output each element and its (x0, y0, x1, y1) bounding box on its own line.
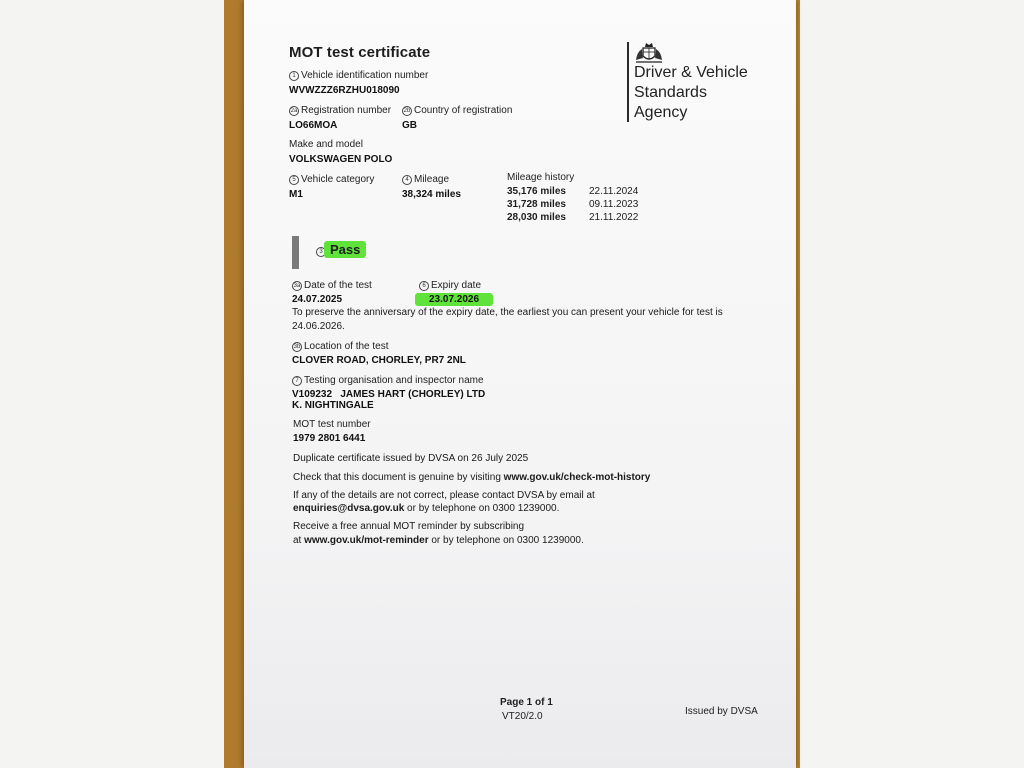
vin-label: 1 Vehicle identification number (289, 70, 428, 81)
agency-line3: Agency (634, 104, 688, 121)
organisation-value: V109232 JAMES HART (CHORLEY) LTD (292, 389, 486, 400)
field-number-icon: 7 (292, 376, 302, 386)
reminder-note-line1: Receive a free annual MOT reminder by subscribing (293, 521, 525, 532)
history-date: 21.11.2022 (589, 212, 639, 223)
inspector-name: K. NIGHTINGALE (292, 400, 374, 411)
mileage-history-row (507, 212, 638, 223)
anniversary-note-line1: To preserve the anniversary of the expiry date, the earliest you can present your vehicle for test is (292, 307, 723, 318)
issued-by: Issued by DVSA (685, 706, 758, 717)
history-date: 09.11.2023 (589, 199, 639, 210)
history-miles: 28,030 miles (507, 212, 566, 223)
form-code: VT20/2.0 (502, 711, 543, 722)
category-label: 5 Vehicle category (289, 174, 374, 185)
certificate-paper (244, 0, 796, 768)
agency-name (634, 63, 748, 123)
location-label: 3b Location of the test (293, 341, 389, 352)
anniversary-note-line2: 24.06.2026. (292, 321, 345, 332)
history-miles: 31,728 miles (507, 199, 566, 210)
contact-note-line2: enquiries@dvsa.gov.uk or by telephone on 0300 1239000. (293, 503, 560, 514)
field-number-icon: 3a (293, 283, 301, 289)
registration-value: LO66MOA (289, 120, 338, 131)
history-miles: 35,176 miles (507, 186, 566, 197)
pass-highlight: Pass (324, 241, 366, 258)
reminder-note-line2: at www.gov.uk/mot-reminder or by telephone on 0300 1239000. (293, 535, 584, 546)
duplicate-note: Duplicate certificate issued by DVSA on 26 July 2025 (293, 453, 529, 464)
result-pass (316, 242, 366, 257)
expiry-value (419, 294, 493, 305)
country-label: 2b Country of registration (403, 105, 513, 116)
mileage-value: 38,324 miles (402, 189, 461, 200)
mileage-history-list (507, 184, 638, 223)
make-model-value: VOLKSWAGEN POLO (289, 154, 393, 165)
logo-divider (627, 42, 629, 122)
field-number-icon: 3b (293, 344, 301, 350)
certificate-title: MOT test certificate (289, 44, 431, 61)
history-date: 22.11.2024 (589, 186, 639, 197)
registration-label: 2a Registration number (290, 105, 392, 116)
check-note: Check that this document is genuine by visiting www.gov.uk/check-mot-history (293, 472, 651, 483)
test-number-label: MOT test number (293, 419, 371, 430)
result-marker-bar (292, 236, 299, 269)
mileage-history-row (507, 199, 638, 210)
country-value: GB (402, 120, 417, 131)
mileage-history-label: Mileage history (507, 172, 575, 183)
expiry-highlight: 23.07.2026 (415, 293, 493, 306)
check-mot-history-link[interactable]: www.gov.uk/check-mot-history (503, 472, 651, 483)
field-number-icon: 4 (402, 175, 412, 185)
organisation-label: 7 Testing organisation and inspector name (292, 375, 484, 386)
test-number-value: 1979 2801 6441 (293, 433, 366, 444)
mileage-label: 4 Mileage (402, 174, 449, 185)
field-number-icon: 6 (419, 281, 429, 291)
field-number-icon: 3 (316, 247, 326, 257)
field-number-icon: 2b (403, 108, 411, 114)
test-date-label: 3a Date of the test (293, 280, 372, 291)
vin-value: WVWZZZ6RZHU018090 (289, 85, 400, 96)
mileage-history-row (507, 186, 638, 197)
mot-reminder-link[interactable]: www.gov.uk/mot-reminder (304, 535, 429, 546)
field-number-icon: 1 (289, 71, 299, 81)
test-date-value: 24.07.2025 (292, 294, 343, 305)
agency-line2: Standards (634, 84, 707, 101)
contact-note-line1: If any of the details are not correct, please contact DVSA by email at (293, 490, 595, 501)
page-number: Page 1 of 1 (500, 697, 553, 708)
field-number-icon: 2a (290, 108, 298, 114)
field-number-icon: 5 (289, 175, 299, 185)
expiry-label: 6 Expiry date (419, 280, 481, 291)
agency-line1: Driver & Vehicle (634, 64, 748, 81)
make-model-label: Make and model (289, 139, 363, 150)
contact-email-link[interactable]: enquiries@dvsa.gov.uk (293, 503, 405, 514)
category-value: M1 (289, 189, 303, 200)
location-value: CLOVER ROAD, CHORLEY, PR7 2NL (292, 355, 466, 366)
